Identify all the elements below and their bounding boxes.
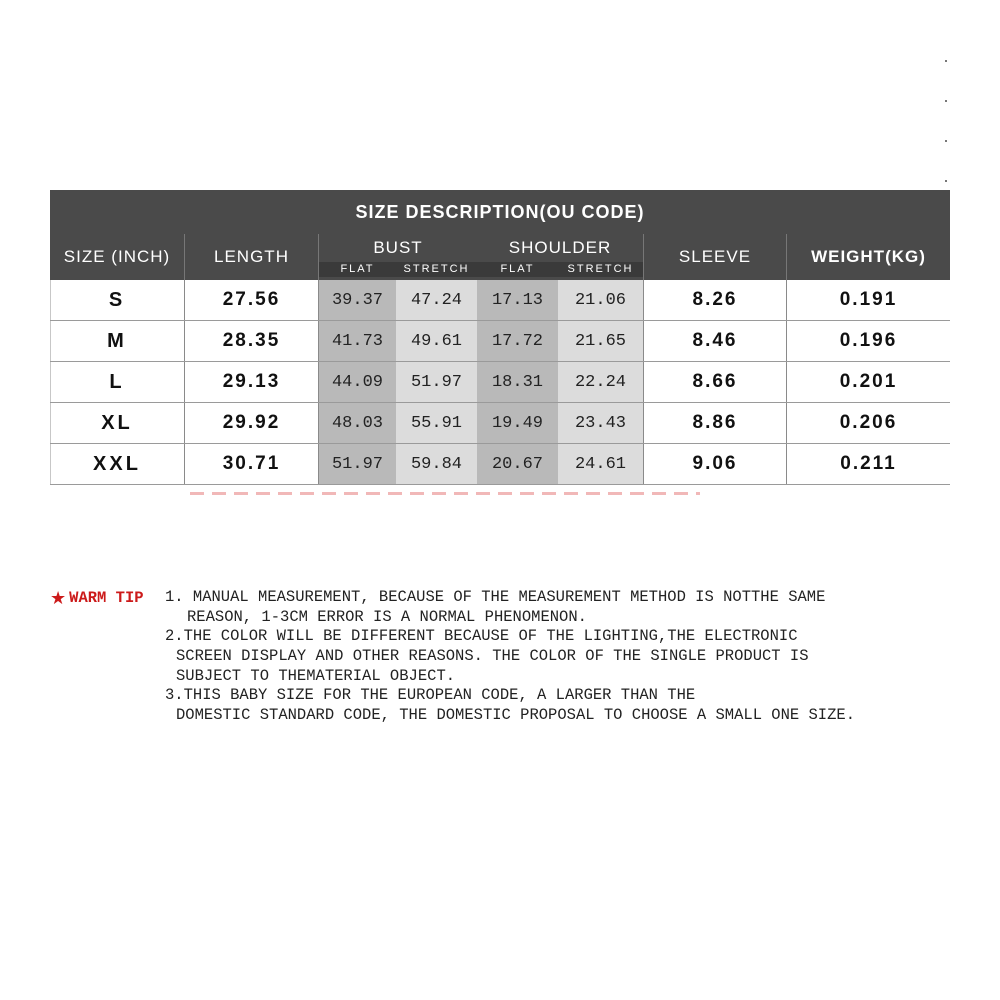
cell-size: L [109, 370, 125, 393]
cell-shoulder-flat: 18.31 [477, 362, 558, 402]
cell-weight: 0.201 [839, 371, 898, 392]
cell-shoulder-stretch: 21.06 [558, 280, 643, 320]
header-bust-stretch: STRETCH [396, 262, 477, 277]
cell-shoulder-flat: 17.13 [477, 280, 558, 320]
header-shoulder-flat: FLAT [477, 262, 558, 277]
tip-line: SCREEN DISPLAY AND OTHER REASONS. THE COLOR OF THE SINGLE PRODUCT IS [176, 647, 809, 665]
cell-bust-stretch: 47.24 [396, 280, 477, 320]
cell-size: XXL [93, 452, 141, 475]
cell-sleeve: 8.26 [692, 289, 738, 310]
decorative-dots [945, 58, 951, 188]
header-weight: WEIGHT(KG) [811, 247, 926, 266]
cell-length: 29.92 [222, 412, 281, 433]
cell-sleeve: 8.86 [692, 412, 738, 433]
star-icon: ★ [50, 588, 67, 609]
tip-line: 3.THIS BABY SIZE FOR THE EUROPEAN CODE, A LARGER THAN THE [165, 686, 696, 704]
cell-shoulder-flat: 19.49 [477, 403, 558, 443]
cell-bust-stretch: 59.84 [396, 444, 477, 484]
cell-shoulder-stretch: 22.24 [558, 362, 643, 402]
cell-bust-flat: 41.73 [319, 321, 396, 361]
cell-size: M [107, 329, 127, 352]
table-row [50, 362, 950, 403]
cell-bust-flat: 39.37 [319, 280, 396, 320]
cell-shoulder-flat: 20.67 [477, 444, 558, 484]
header-shoulder: SHOULDER [508, 238, 612, 257]
cell-weight: 0.196 [839, 330, 898, 351]
cell-shoulder-stretch: 23.43 [558, 403, 643, 443]
table-body [50, 280, 950, 485]
cell-length: 28.35 [222, 330, 281, 351]
cell-weight: 0.191 [839, 289, 898, 310]
cell-weight: 0.211 [840, 453, 897, 474]
cell-shoulder-flat: 17.72 [477, 321, 558, 361]
cell-sleeve: 9.06 [692, 453, 738, 474]
tip-line: REASON, 1-3CM ERROR IS A NORMAL PHENOMENON. [187, 608, 587, 626]
cell-shoulder-stretch: 24.61 [558, 444, 643, 484]
cell-bust-flat: 51.97 [319, 444, 396, 484]
header-sleeve: SLEEVE [678, 247, 752, 266]
table-header [50, 234, 950, 280]
cell-size: XL [101, 411, 133, 434]
size-chart-table [50, 190, 950, 485]
cell-bust-flat: 44.09 [319, 362, 396, 402]
table-row [50, 321, 950, 362]
table-title: SIZE DESCRIPTION(OU CODE) [50, 190, 950, 234]
tip-line: 2.THE COLOR WILL BE DIFFERENT BECAUSE OF THE LIGHTING,THE ELECTRONIC [165, 627, 798, 645]
header-bust-flat: FLAT [319, 262, 396, 277]
cell-sleeve: 8.46 [692, 330, 738, 351]
header-size: SIZE (INCH) [63, 247, 171, 266]
header-length: LENGTH [214, 247, 289, 266]
cell-weight: 0.206 [839, 412, 898, 433]
cell-length: 29.13 [222, 371, 281, 392]
cell-bust-flat: 48.03 [319, 403, 396, 443]
table-row [50, 280, 950, 321]
cell-bust-stretch: 49.61 [396, 321, 477, 361]
cell-bust-stretch: 55.91 [396, 403, 477, 443]
tip-line: 1. MANUAL MEASUREMENT, BECAUSE OF THE MEASUREMENT METHOD IS NOTTHE SAME [165, 588, 826, 606]
cell-sleeve: 8.66 [692, 371, 738, 392]
cell-bust-stretch: 51.97 [396, 362, 477, 402]
cell-size: S [108, 288, 126, 311]
table-row [50, 444, 950, 485]
header-shoulder-stretch: STRETCH [558, 262, 643, 277]
faded-divider [190, 492, 700, 495]
cell-shoulder-stretch: 21.65 [558, 321, 643, 361]
tip-line: SUBJECT TO THEMATERIAL OBJECT. [176, 667, 456, 685]
tip-line: DOMESTIC STANDARD CODE, THE DOMESTIC PROPOSAL TO CHOOSE A SMALL ONE SIZE. [176, 706, 856, 724]
table-row [50, 403, 950, 444]
warm-tip-label: ★ WARM TIP [50, 588, 144, 609]
cell-length: 30.71 [222, 453, 281, 474]
header-bust: BUST [373, 238, 423, 257]
cell-length: 27.56 [222, 289, 281, 310]
